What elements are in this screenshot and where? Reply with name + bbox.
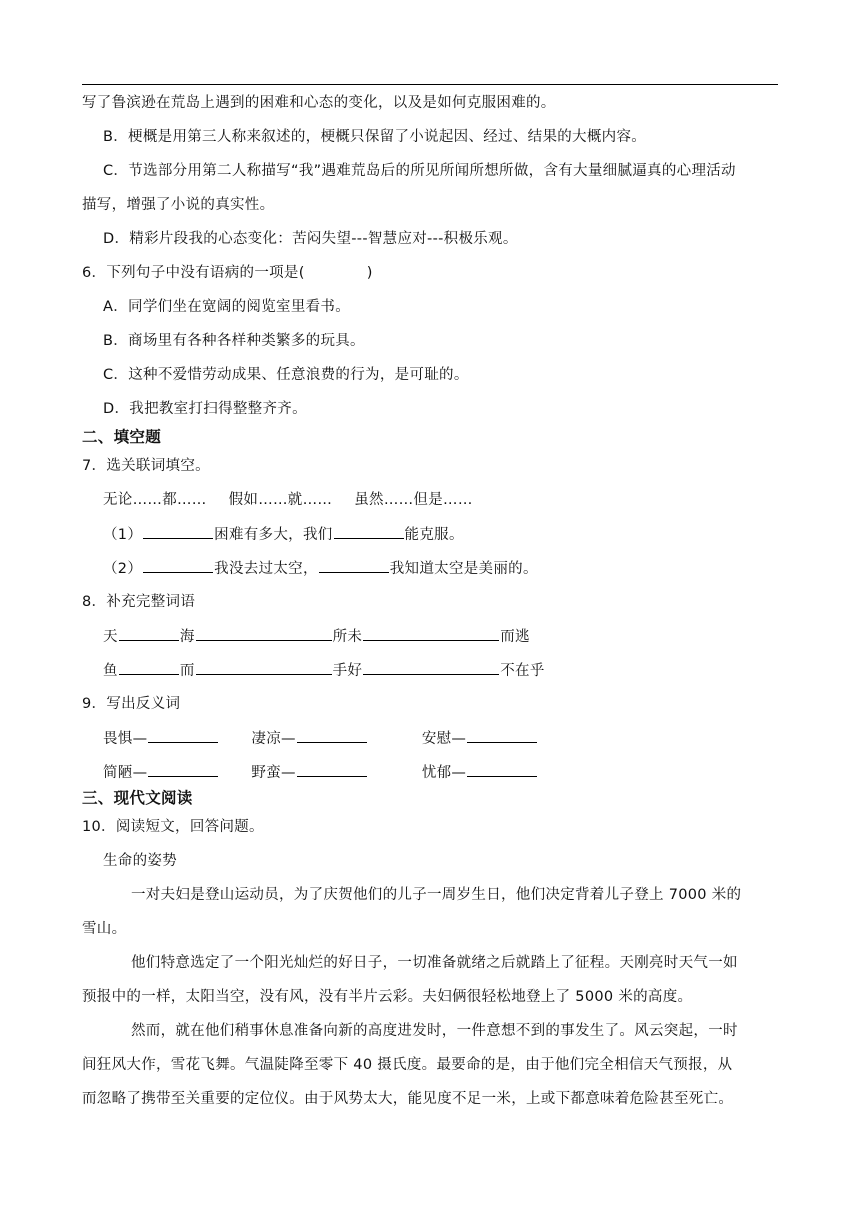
- answer-blank[interactable]: [148, 728, 218, 743]
- option-d: D．我把教室打扫得整整齐齐。: [103, 401, 307, 417]
- idiom-char: 手好: [332, 663, 363, 679]
- antonym-word: 野蛮—: [251, 765, 296, 781]
- answer-blank[interactable]: [319, 558, 389, 573]
- answer-blank[interactable]: [334, 524, 404, 539]
- idiom-row-2: [103, 660, 545, 681]
- passage-line: 雪山。: [82, 921, 127, 937]
- answer-paren: ): [366, 265, 373, 281]
- antonym-row-2: [103, 762, 538, 783]
- header-rule: [82, 84, 778, 85]
- answer-blank[interactable]: [297, 762, 367, 777]
- item-number: （1）: [103, 527, 143, 543]
- answer-blank[interactable]: [119, 660, 179, 675]
- text-line: 写了鲁滨逊在荒岛上遇到的困难和心态的变化，以及是如何克服困难的。: [82, 95, 556, 111]
- conjunction-option: 假如……就……: [228, 492, 333, 508]
- fill-sentence-2: [103, 558, 538, 579]
- answer-blank[interactable]: [467, 762, 537, 777]
- question-9-stem: 9．写出反义词: [82, 696, 181, 712]
- passage-line: 一对夫妇是登山运动员，为了庆贺他们的儿子一周岁生日，他们决定背着儿子登上 7000 米的: [131, 887, 742, 903]
- option-c: C．这种不爱惜劳动成果、任意浪费的行为，是可耻的。: [103, 367, 469, 383]
- question-6-stem: 6．下列句子中没有语病的一项是(: [82, 265, 305, 281]
- sentence-text: 我知道太空是美丽的。: [389, 561, 538, 577]
- answer-blank[interactable]: [196, 660, 332, 675]
- idiom-char: 海: [179, 629, 195, 645]
- antonym-word: 凄凉—: [251, 731, 296, 747]
- idiom-char: 天: [103, 629, 118, 645]
- section-title: 三、现代文阅读: [82, 789, 193, 807]
- idiom-row-1: [103, 626, 530, 647]
- antonym-word: 畏惧—: [103, 731, 148, 747]
- sentence-text: 困难有多大，我们: [214, 527, 333, 543]
- conjunction-option: 无论……都……: [103, 492, 207, 508]
- fill-sentence-1: [103, 524, 464, 545]
- answer-blank[interactable]: [196, 626, 332, 641]
- text-line: 描写，增强了小说的真实性。: [82, 197, 275, 213]
- answer-blank[interactable]: [119, 626, 179, 641]
- passage-line: 预报中的一样，太阳当空，没有风，没有半片云彩。夫妇俩很轻松地登上了 5000 米的高度。: [82, 989, 693, 1005]
- passage-line: 间狂风大作，雪花飞舞。气温陡降至零下 40 摄氏度。最要命的是，由于他们完全相信天气预报，从: [82, 1057, 733, 1073]
- question-10-stem: 10．阅读短文，回答问题。: [82, 819, 264, 835]
- answer-blank[interactable]: [143, 558, 213, 573]
- idiom-char: 所未: [332, 629, 363, 645]
- option-a: A．同学们坐在宽阔的阅览室里看书。: [103, 299, 351, 315]
- idiom-char: 而: [179, 663, 195, 679]
- answer-blank[interactable]: [363, 626, 499, 641]
- sentence-text: 能克服。: [404, 527, 464, 543]
- option-b: B．商场里有各种各样种类繁多的玩具。: [103, 333, 365, 349]
- passage-line: 然而，就在他们稍事休息准备向新的高度进发时，一件意想不到的事发生了。风云突起，一时: [131, 1023, 738, 1039]
- answer-blank[interactable]: [143, 524, 213, 539]
- option-c: C．节选部分用第二人称描写“我”遇难荒岛后的所见所闻所想所做，含有大量细腻逼真的心理活动: [103, 163, 736, 179]
- answer-blank[interactable]: [467, 728, 537, 743]
- conjunction-option: 虽然……但是……: [354, 492, 473, 508]
- sentence-text: 我没去过太空，: [214, 561, 318, 577]
- idiom-char: 鱼: [103, 663, 118, 679]
- question-8-stem: 8．补充完整词语: [82, 594, 196, 610]
- answer-blank[interactable]: [148, 762, 218, 777]
- question-6: [82, 263, 373, 283]
- question-7-stem: 7．选关联词填空。: [82, 458, 210, 474]
- antonym-word: 安慰—: [421, 731, 467, 747]
- item-number: （2）: [103, 561, 143, 577]
- answer-blank[interactable]: [363, 660, 499, 675]
- option-b: B．梗概是用第三人称来叙述的，梗概只保留了小说起因、经过、结果的大概内容。: [103, 129, 647, 145]
- idiom-char: 不在乎: [500, 663, 545, 679]
- passage-line: 他们特意选定了一个阳光灿烂的好日子，一切准备就绪之后就踏上了征程。天刚亮时天气一如: [131, 955, 738, 971]
- antonym-word: 简陋—: [103, 765, 148, 781]
- conjunction-options: [103, 490, 473, 510]
- section-title: 二、填空题: [82, 428, 162, 446]
- antonym-word: 忧郁—: [421, 765, 467, 781]
- option-d: D．精彩片段我的心态变化：苦闷失望---智慧应对---积极乐观。: [103, 231, 518, 247]
- antonym-row-1: [103, 728, 538, 749]
- passage-title: 生命的姿势: [103, 853, 177, 869]
- idiom-char: 而逃: [500, 629, 530, 645]
- passage-line: 而忽略了携带至关重要的定位仪。由于风势太大，能见度不足一米，上或下都意味着危险甚至死亡。: [82, 1091, 734, 1107]
- answer-blank[interactable]: [297, 728, 367, 743]
